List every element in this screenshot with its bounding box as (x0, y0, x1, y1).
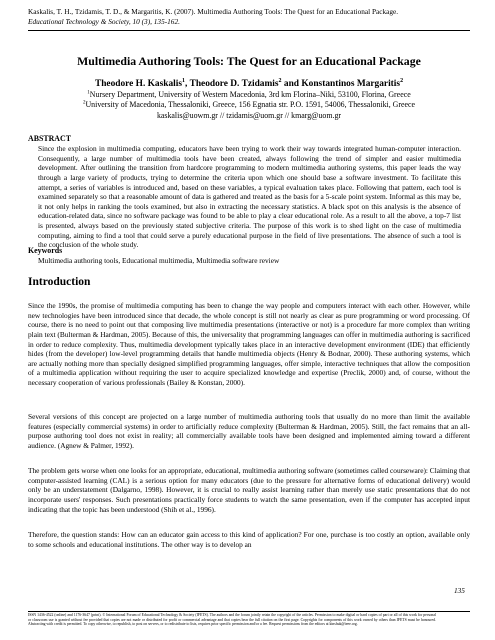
affiliation-marker: 1 (87, 90, 90, 96)
author-name: Theodore D. Tzidamis (189, 79, 279, 89)
paper-title: Multimedia Authoring Tools: The Quest for an Educational Package (77, 54, 421, 68)
author-list (28, 79, 470, 90)
abstract-heading: ABSTRACT (28, 134, 71, 143)
affiliation-marker: 2 (278, 77, 282, 84)
abstract-body (38, 144, 461, 250)
citation-header (28, 7, 488, 26)
author-name: Theodore H. Kaskalis (94, 79, 183, 89)
header-rule (28, 30, 470, 31)
journal-reference: Educational Technology & Society, 10 (3), 135-162. (28, 16, 180, 26)
body-paragraph: The problem gets worse when one looks for an appropriate, educational, multimedia authoring software (sometimes called courseware): Claiming that computer-assisted learning (CAL) is a serious option for many educators (due to the pressure for alternative forms of educational delivery) would only be an understatement (Dalgarno, 1998). However, it is crucial to really assist learning rather than merely use static presentations that do not incorporate users' responses. Such presentations practically force students to watch the same presentation, even if the computer has accepted input indicating that the topic has been understood (Shih et al., 1996). (28, 466, 470, 514)
footer-rule (28, 611, 470, 612)
body-paragraph: Since the 1990s, the promise of multimedia computing has been to change the way people and computers interact with each other. However, while new technologies have been introduced since that decade, the whole concept is still not nearly as clear as pure programming or word processing. Of course, there is no need to point out that composing live multimedia presentations (interactive or not) is a procedure far more complex than writing plain text (Bulterman & Hardman, 2005). Because of this, the universality that programming languages can offer in multimedia authoring is sacrificed in order to reduce complexity. Thus, multimedia development typically takes place in an interactive development environment (IDE) that efficiently hides (from the developer) low-level programming details that handle multimedia objects (Henry & Bodnar, 2000). These authoring systems, which are actually nothing more than specially designed simplified programming languages, offer simple, interactive techniques that allow the composition of a multimedia application without requiring the user to acquire specialized knowledge and expertise (Preclik, 2000) and, of course, without the necessary cooperation of various professionals (Bailey & Konstan, 2000). (28, 301, 470, 387)
affiliation-text: University of Macedonia, Thessaloniki, Greece, 156 Egnatia str. P.O. 1591, 54006, Thessaloniki, Greece (85, 100, 415, 109)
body-paragraph: Several versions of this concept are projected on a large number of multimedia authoring tools that usually do no more than limit the available features (especially commercial systems) in order to artificially reduce complexity (Bulterman & Hardman, 2005). Still, the fact remains that an all-purpose authoring tool does not exist in reality; all commercially available tools have been designed and implemented aiming toward a different audience. (Agnew & Palmer, 1992). (28, 412, 470, 450)
affiliation (28, 100, 470, 110)
author-emails: kaskalis@uowm.gr // tzidamis@uom.gr // kmarg@uom.gr (156, 111, 342, 120)
affiliation-marker: 1 (182, 77, 186, 84)
author-name: Konstantinos Margaritis (301, 79, 401, 89)
body-paragraph: Therefore, the question stands: How can an educator gain access to this kind of application? For one, purchase is too costly an option, available only to some schools and educational institutions. The other way is to develop an (28, 530, 470, 549)
author-separator: , (185, 79, 190, 89)
keywords-heading: Keywords (28, 246, 63, 255)
affiliation-marker: 2 (400, 77, 404, 84)
affiliation (28, 90, 470, 100)
page-number: 135 (454, 586, 465, 595)
affiliation-marker: 2 (82, 100, 86, 106)
keywords-list: Multimedia authoring tools, Educational multimedia, Multimedia software review (38, 256, 280, 265)
citation-line: Kaskalis, T. H., Tzidamis, T. D., & Margaritis, K. (2007). Multimedia Authoring Tools: The Quest for an Educational Package. (28, 7, 399, 16)
abstract-text: Since the explosion in multimedia computing, educators have been trying to work their way towards integrated human-computer interaction. Consequently, a large number of multimedia tools have been created, always following the trend of simpler and easier multimedia development. After outlining the transition from hardcore programming to modern multimedia authoring systems, this paper leads the way through a large variety of products, trying to determine the criteria upon which one should base a software investment. To facilitate this attempt, a series of variables is introduced and, based on these variables, a typical evaluation takes place. Following that pattern, each tool is examined separately so that a reasonable amount of data is gathered and treated as the basis for a 5-scale point system. Informal as this may be, it not only helps in ranking the tools examined, but also in extracting the necessary statistics. A black spot on this analysis is the absence of education-related data, since no software package was found to be able to play a clear educational role. As a result to all the above, a top-7 list is presented, always based on the previously stated subjective criteria. The purpose of this work is to shed light on the case of multimedia computing, aiming to find a tool that could serve a purely educational purpose in the field of live presentations. The absence of such a tool is the conclusion of the whole study. (38, 144, 461, 250)
author-separator: and (281, 79, 302, 89)
copyright-footer: ISSN 1436-4522 (online) and 1176-3647 (print). © International Forum of Educational Technology & Society (IFETS). The authors and the forum jointly retain the copyright of the articles. Permission to make digital or hard copies of part or all of this work for personal or classroom use is granted without fee provided that copies are not made or distributed for profit or commercial advantage and that copies bear the full citation on the first page. Copyrights for components of this work owned by others than IFETS must be honoured. Abstracting with credit is permitted. To copy otherwise, to republish, to post on servers, or to redistribute to lists, requires prior specific permission and/or a fee. Request permissions from the editors at kinshuk@ieee.org. (28, 613, 436, 627)
section-heading-introduction: Introduction (28, 276, 91, 288)
affiliation-text: Nursery Department, University of Western Macedonia, 3rd km Florina–Niki, 53100, Florina, Greece (89, 90, 411, 99)
